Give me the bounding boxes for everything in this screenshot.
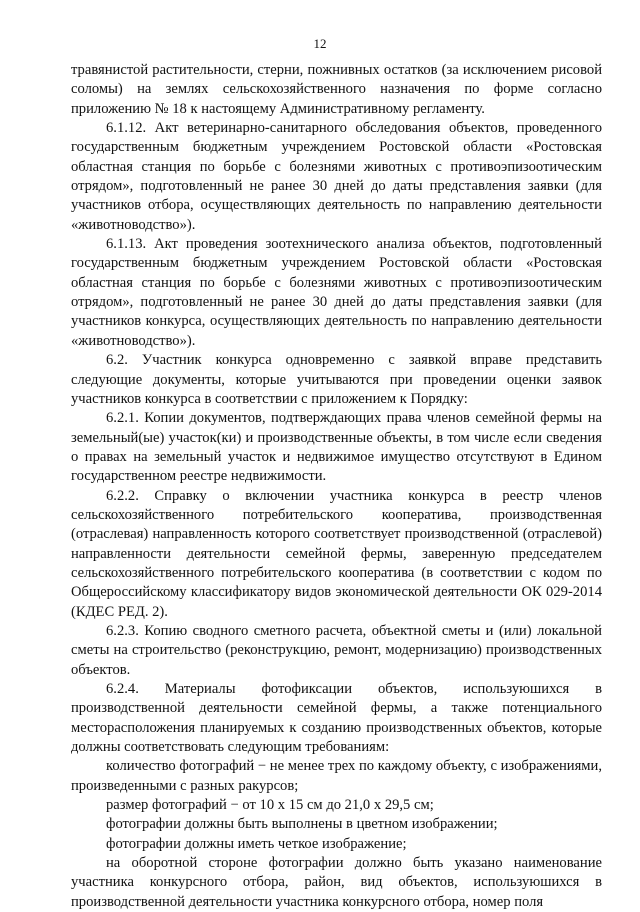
page-number: 12 bbox=[313, 36, 327, 51]
requirement-photo-back-side: на оборотной стороне фотографии должно быть указано наименование участника конкурсного отбора, район, вид объектов, используюшихся в производственной деятельности участника конкурсного отбора, номер поля bbox=[71, 855, 602, 910]
paragraph-6-1-13: 6.1.13. Акт проведения зоотехнического анализа объектов, подготовленный государственным бюджетным учреждением Ростовской области «Ростовская областная станция по борьбе с болезнями животных с противоэпизоотическим отрядом», подготовленный не ранее 30 дней до даты представления заявки (для участников конкурса, осуществляющих деятельность по направлению деятельности «животноводство»). bbox=[71, 236, 602, 349]
paragraph-6-1-12: 6.1.12. Акт ветеринарно-санитарного обследования объектов, проведенного государственным бюджетным учреждением Ростовской области «Ростовская областная станция по борьбе с болезнями животных с противоэпизоотическим отрядом», подготовленный не ранее 30 дней до даты представления заявки (для участников отбора, осуществляющих деятельность по направлению деятельности «животноводство»). bbox=[71, 120, 602, 233]
paragraph-6-2-2: 6.2.2. Справку о включении участника конкурса в реестр членов сельскохозяйственного потребительского кооператива, производственная (отраслевая) направленность которого соответствует производственной (отраслевой) направленности деятельности семейной фермы, заверенную председателем сельскохозяйственного потребительского кооператива (в соответствии с кодом по Общероссийскому классификатору видов экономической деятельности ОК 029-2014 (КДЕС РЕД. 2). bbox=[71, 487, 602, 620]
requirement-photo-clarity: фотографии должны иметь четкое изображение; bbox=[106, 835, 407, 852]
paragraph-6-2: 6.2. Участник конкурса одновременно с заявкой вправе представить следующие документы, которые учитываются при проведении оценки заявок участников конкурса в соответствии с приложением к Порядку: bbox=[71, 352, 602, 407]
requirement-photo-color: фотографии должны быть выполнены в цветном изображении; bbox=[106, 816, 498, 833]
requirement-photo-count: количество фотографий − не менее трех по каждому объекту, с изображениями, произведенными с разных ракурсов; bbox=[71, 758, 602, 794]
requirement-photo-size: размер фотографий − от 10 х 15 см до 21,0 х 29,5 см; bbox=[106, 797, 434, 814]
paragraph-6-2-4: 6.2.4. Материалы фотофиксации объектов, используюшихся в производственной деятельности семейной фермы, а также потенциального месторасположения планируемых к созданию производственных объектов, которые должны соответствовать следующим требованиям: bbox=[71, 681, 602, 756]
paragraph-6-2-1: 6.2.1. Копии документов, подтверждающих права членов семейной фермы на земельный(ые) участок(ки) и производственные объекты, в том числе если сведения о правах на земельный участок и недвижимое имущество отсутствуют в Едином государственном реестре недвижимости. bbox=[71, 410, 602, 485]
document-body bbox=[71, 61, 602, 912]
paragraph-continuation: травянистой растительности, стерни, пожнивных остатков (за исключением рисовой соломы) на землях сельскохозяйственного назначения по форме согласно приложению № 18 к настоящему Административному регламенту. bbox=[71, 62, 602, 117]
paragraph-6-2-3: 6.2.3. Копию сводного сметного расчета, объектной сметы и (или) локальной сметы на строительство (реконструкцию, ремонт, модернизацию) производственных объектов. bbox=[71, 622, 602, 678]
